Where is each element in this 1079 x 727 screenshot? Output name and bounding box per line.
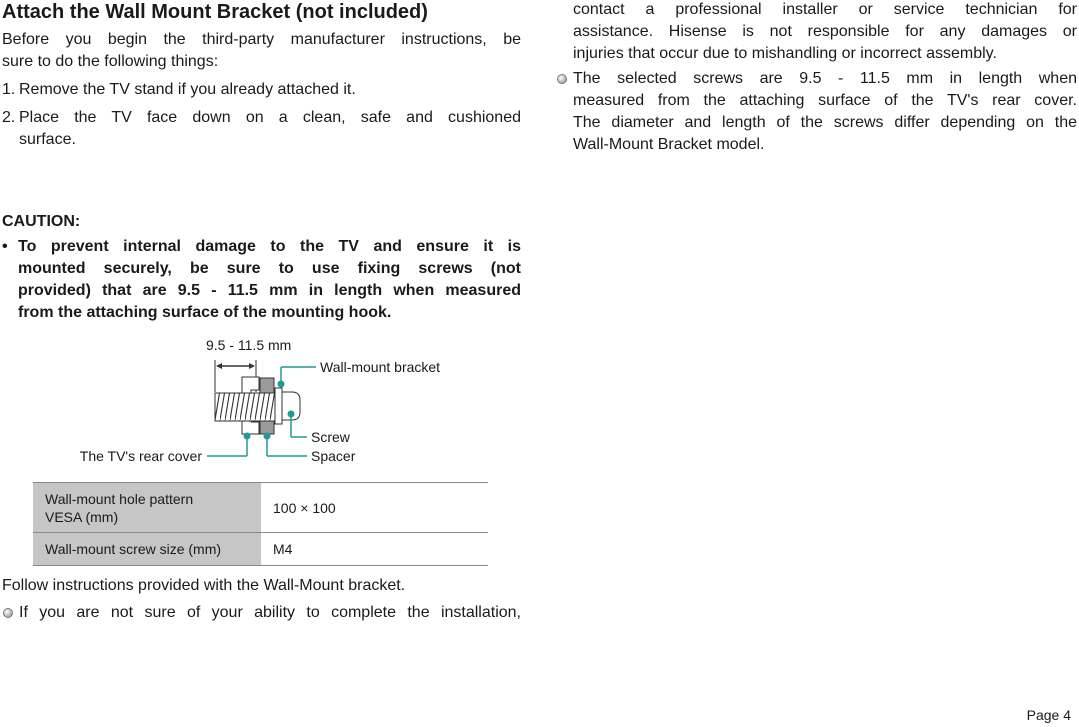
screw-head bbox=[275, 388, 282, 424]
page-number: Page 4 bbox=[1026, 707, 1071, 723]
label-screw: Screw bbox=[311, 429, 350, 445]
leader-dot-rear-cover bbox=[244, 433, 251, 440]
table-label-line: Wall-mount hole pattern bbox=[45, 490, 194, 507]
step-2 bbox=[2, 107, 521, 151]
dimension-arrowhead-left bbox=[216, 363, 222, 369]
caution-line-4: from the attaching surface of the mounting hook. bbox=[18, 304, 392, 321]
intro-line-1: Before you begin the third-party manufacturer instructions, be bbox=[2, 31, 521, 48]
leader-dot-spacer bbox=[264, 433, 271, 440]
table-row bbox=[33, 483, 488, 533]
step-text: Remove the TV stand if you already attached it. bbox=[19, 81, 356, 98]
step-number: 2. bbox=[2, 109, 16, 126]
note-1-line-1: If you are not sure of your ability to complete the installation, bbox=[19, 604, 521, 621]
step-number: 1. bbox=[2, 81, 16, 98]
caution-line-2: mounted securely, be sure to use fixing screws (not bbox=[18, 260, 521, 277]
note-1-line-2: contact a professional installer or service technician for bbox=[573, 1, 1077, 18]
note-2-line-1: The selected screws are 9.5 - 11.5 mm in length when bbox=[573, 70, 1077, 87]
step-text-continued: surface. bbox=[19, 131, 76, 148]
step-1 bbox=[2, 79, 521, 101]
dimension-arrowhead-right bbox=[249, 363, 255, 369]
caution-line-3: provided) that are 9.5 - 11.5 mm in length when measured bbox=[18, 282, 521, 299]
table-label-line: VESA (mm) bbox=[45, 508, 119, 525]
caution-bullet: • bbox=[2, 238, 8, 255]
screw-diagram bbox=[0, 330, 520, 475]
spec-table bbox=[33, 482, 488, 566]
table-value-cell: M4 bbox=[261, 533, 488, 566]
table-label-cell: Wall-mount screw size (mm) bbox=[33, 533, 261, 566]
label-wall-mount-bracket: Wall-mount bracket bbox=[320, 359, 441, 375]
label-rear-cover: The TV's rear cover bbox=[79, 448, 202, 464]
leader-dot-bracket bbox=[278, 381, 285, 388]
note-2-line-4: Wall-Mount Bracket model. bbox=[573, 136, 765, 153]
leader-dot-screw bbox=[288, 411, 295, 418]
screw-shaft bbox=[215, 393, 276, 421]
caution-heading: CAUTION: bbox=[2, 213, 81, 230]
note-1-line-3: assistance. Hisense is not responsible for any damages or bbox=[573, 23, 1077, 40]
step-text: Place the TV face down on a clean, safe and cushioned bbox=[19, 109, 521, 126]
page-title: Attach the Wall Mount Bracket (not included) bbox=[2, 1, 428, 23]
dimension-label: 9.5 - 11.5 mm bbox=[206, 337, 292, 353]
note-bullet-icon bbox=[3, 608, 13, 618]
note-2-line-3: The diameter and length of the screws differ depending on the bbox=[573, 114, 1077, 131]
note-2-line-2: measured from the attaching surface of the TV's rear cover. bbox=[573, 92, 1077, 109]
follow-instructions: Follow instructions provided with the Wall-Mount bracket. bbox=[2, 577, 406, 594]
table-label-cell bbox=[33, 483, 261, 533]
caution-line-1: To prevent internal damage to the TV and ensure it is bbox=[18, 238, 521, 255]
note-bullet-icon bbox=[557, 74, 567, 84]
intro-line-2: sure to do the following things: bbox=[2, 53, 219, 70]
note-1-line-4: injuries that occur due to mishandling or incorrect assembly. bbox=[573, 45, 997, 62]
label-spacer: Spacer bbox=[311, 448, 356, 464]
table-row bbox=[33, 533, 488, 566]
table-value-cell: 100 × 100 bbox=[261, 483, 488, 533]
